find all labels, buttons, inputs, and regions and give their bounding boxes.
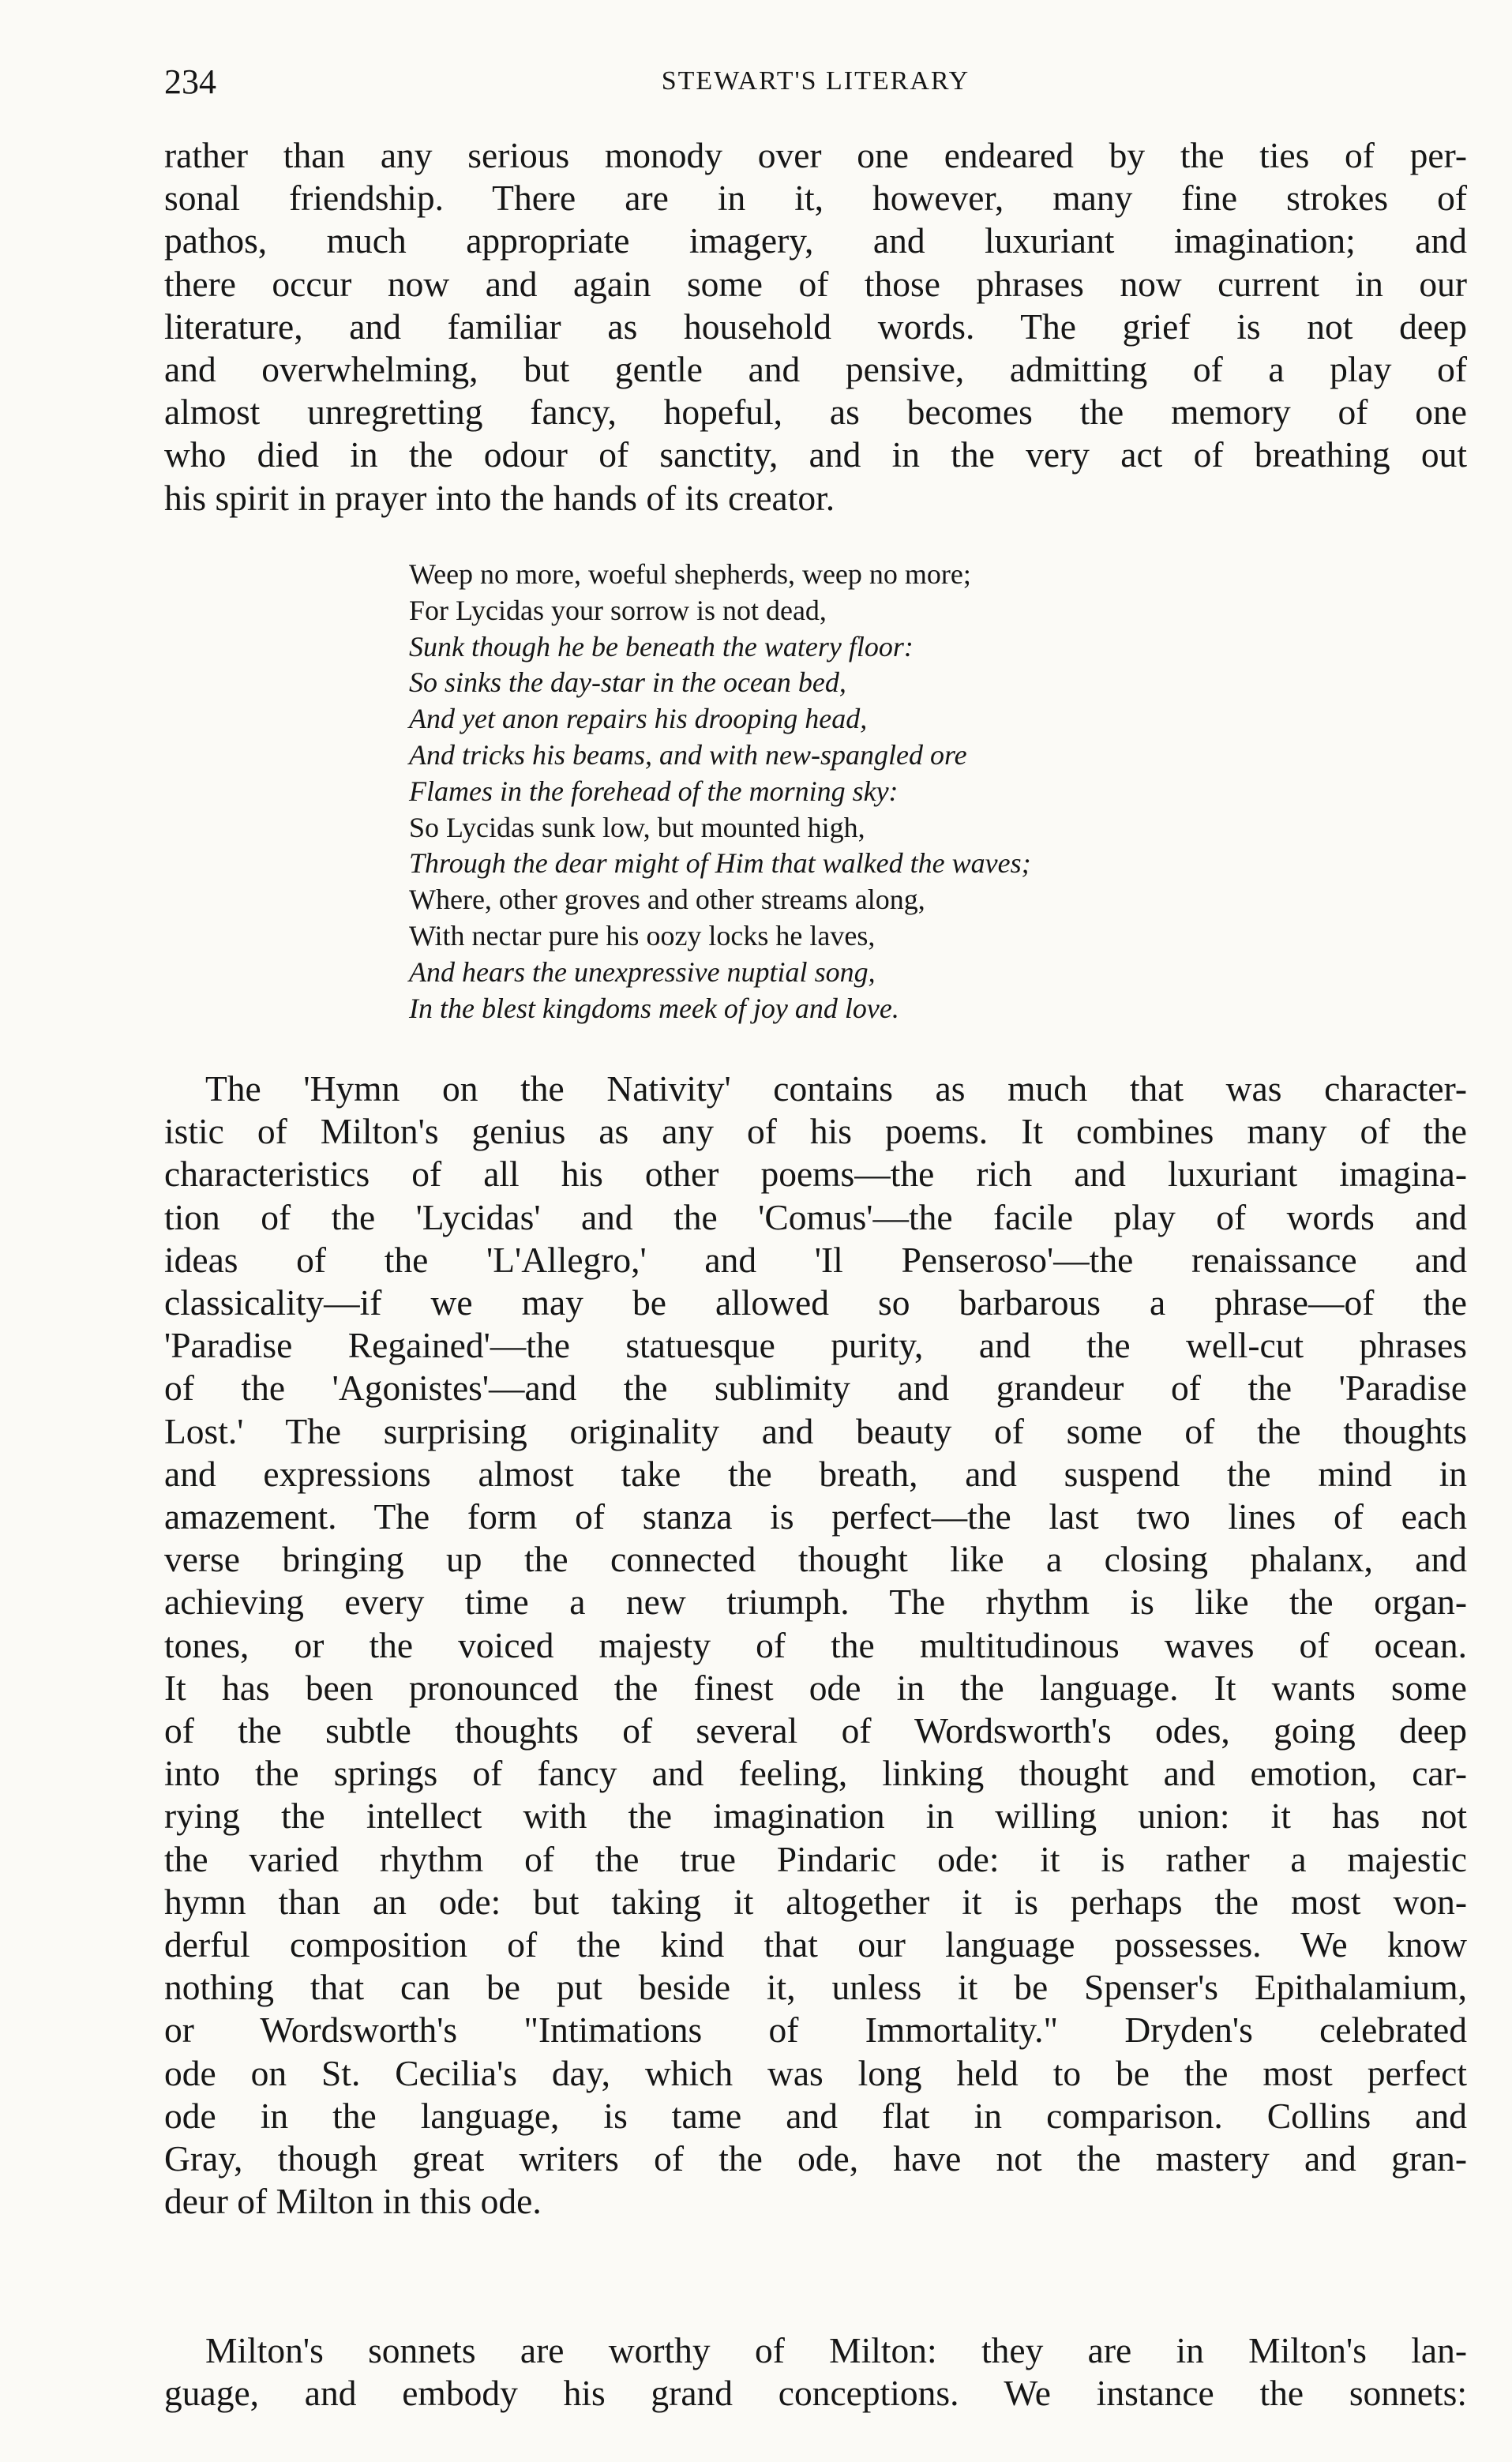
verse-line: With nectar pure his oozy locks he laves, <box>409 919 876 951</box>
text-line: pathos, much appropriate imagery, and luxuriant imagination; and <box>164 220 1467 261</box>
text-line: derful composition of the kind that our language possesses. We know <box>164 1924 1467 1965</box>
verse-line: And hears the unexpressive nuptial song, <box>409 955 876 988</box>
verse-line: Flames in the forehead of the morning sky: <box>409 775 899 807</box>
text-line: ode on St. Cecilia's day, which was long held to be the most perfect <box>164 2052 1467 2093</box>
text-line: who died in the odour of sanctity, and in the very act of breathing out <box>164 434 1467 475</box>
text-line: Milton's sonnets are worthy of Milton: they are in Milton's lan- <box>205 2330 1467 2370</box>
paragraph-sonnets <box>164 2329 1467 2415</box>
verse-line: In the blest kingdoms meek of joy and love. <box>409 992 899 1024</box>
text-line: achieving every time a new triumph. The rhythm is like the organ- <box>164 1582 1467 1623</box>
verse-line: And yet anon repairs his drooping head, <box>409 703 868 735</box>
paragraph-lycidas-commentary <box>164 134 1467 520</box>
text-line: there occur now and again some of those phrases now current in our <box>164 263 1467 304</box>
text-line: rather than any serious monody over one endeared by the ties of per- <box>164 135 1467 175</box>
verse-quotation <box>409 557 1278 1026</box>
text-line: into the springs of fancy and feeling, linking thought and emotion, car- <box>164 1753 1467 1794</box>
text-line: and expressions almost take the breath, and suspend the mind in <box>164 1453 1467 1494</box>
running-head <box>164 62 1467 109</box>
text-line: ode in the language, is tame and flat in comparison. Collins and <box>164 2095 1467 2136</box>
text-line: istic of Milton's genius as any of his poems. It combines many of the <box>164 1111 1467 1152</box>
text-line: and overwhelming, but gentle and pensive, admitting of a play of <box>164 349 1467 390</box>
text-line: 'Paradise Regained'—the statuesque purity, and the well-cut phrases <box>164 1325 1467 1366</box>
text-line: of the 'Agonistes'—and the sublimity and grandeur of the 'Paradise <box>164 1368 1467 1409</box>
text-line: ideas of the 'L'Allegro,' and 'Il Penseroso'—the renaissance and <box>164 1239 1467 1280</box>
running-title: STEWART'S LITERARY <box>661 66 970 96</box>
text-line: the varied rhythm of the true Pindaric ode: it is rather a majestic <box>164 1838 1467 1879</box>
text-line: amazement. The form of stanza is perfect—the last two lines of each <box>164 1496 1467 1537</box>
text-line: deur of Milton in this ode. <box>164 2181 542 2222</box>
text-line: literature, and familiar as household words. The grief is not deep <box>164 306 1467 347</box>
verse-line: Weep no more, woeful shepherds, weep no more; <box>409 558 971 590</box>
verse-line: So Lycidas sunk low, but mounted high, <box>409 811 865 843</box>
text-line: rying the intellect with the imagination in willing union: it has not <box>164 1796 1467 1837</box>
text-line: characteristics of all his other poems—the rich and luxuriant imagina- <box>164 1154 1467 1195</box>
verse-line: So sinks the day-star in the ocean bed, <box>409 666 846 699</box>
text-line: of the subtle thoughts of several of Wordsworth's odes, going deep <box>164 1710 1467 1751</box>
text-line: classicality—if we may be allowed so barbarous a phrase—of the <box>164 1282 1467 1323</box>
text-line: almost unregretting fancy, hopeful, as becomes the memory of one <box>164 392 1467 433</box>
text-line: The 'Hymn on the Nativity' contains as much that was character- <box>205 1068 1467 1109</box>
text-line: his spirit in prayer into the hands of its creator. <box>164 477 835 518</box>
text-line: tones, or the voiced majesty of the multitudinous waves of ocean. <box>164 1624 1467 1665</box>
verse-line: Through the dear might of Him that walked the waves; <box>409 847 1031 880</box>
text-line: It has been pronounced the finest ode in the language. It wants some <box>164 1667 1467 1708</box>
text-line: or Wordsworth's "Intimations of Immortality." Dryden's celebrated <box>164 2010 1467 2051</box>
text-line: sonal friendship. There are in it, however, many fine strokes of <box>164 178 1467 219</box>
verse-line: For Lycidas your sorrow is not dead, <box>409 594 827 626</box>
text-line: Lost.' The surprising originality and beauty of some of the thoughts <box>164 1410 1467 1451</box>
text-line: nothing that can be put beside it, unless it be Spenser's Epithalamium, <box>164 1967 1467 2008</box>
verse-line: Where, other groves and other streams along, <box>409 884 925 916</box>
verse-line: Sunk though he be beneath the watery floor: <box>409 630 914 662</box>
page-number: 234 <box>164 62 216 101</box>
text-line: tion of the 'Lycidas' and the 'Comus'—the facile play of words and <box>164 1196 1467 1237</box>
text-line: verse bringing up the connected thought like a closing phalanx, and <box>164 1539 1467 1580</box>
text-line: hymn than an ode: but taking it altogether it is perhaps the most won- <box>164 1881 1467 1922</box>
text-line: guage, and embody his grand conceptions. We instance the sonnets: <box>164 2373 1467 2414</box>
text-line: Gray, though great writers of the ode, have not the mastery and gran- <box>164 2138 1467 2179</box>
paragraph-hymn-nativity <box>164 1068 1467 2223</box>
verse-line: And tricks his beams, and with new-spangled ore <box>409 738 967 771</box>
